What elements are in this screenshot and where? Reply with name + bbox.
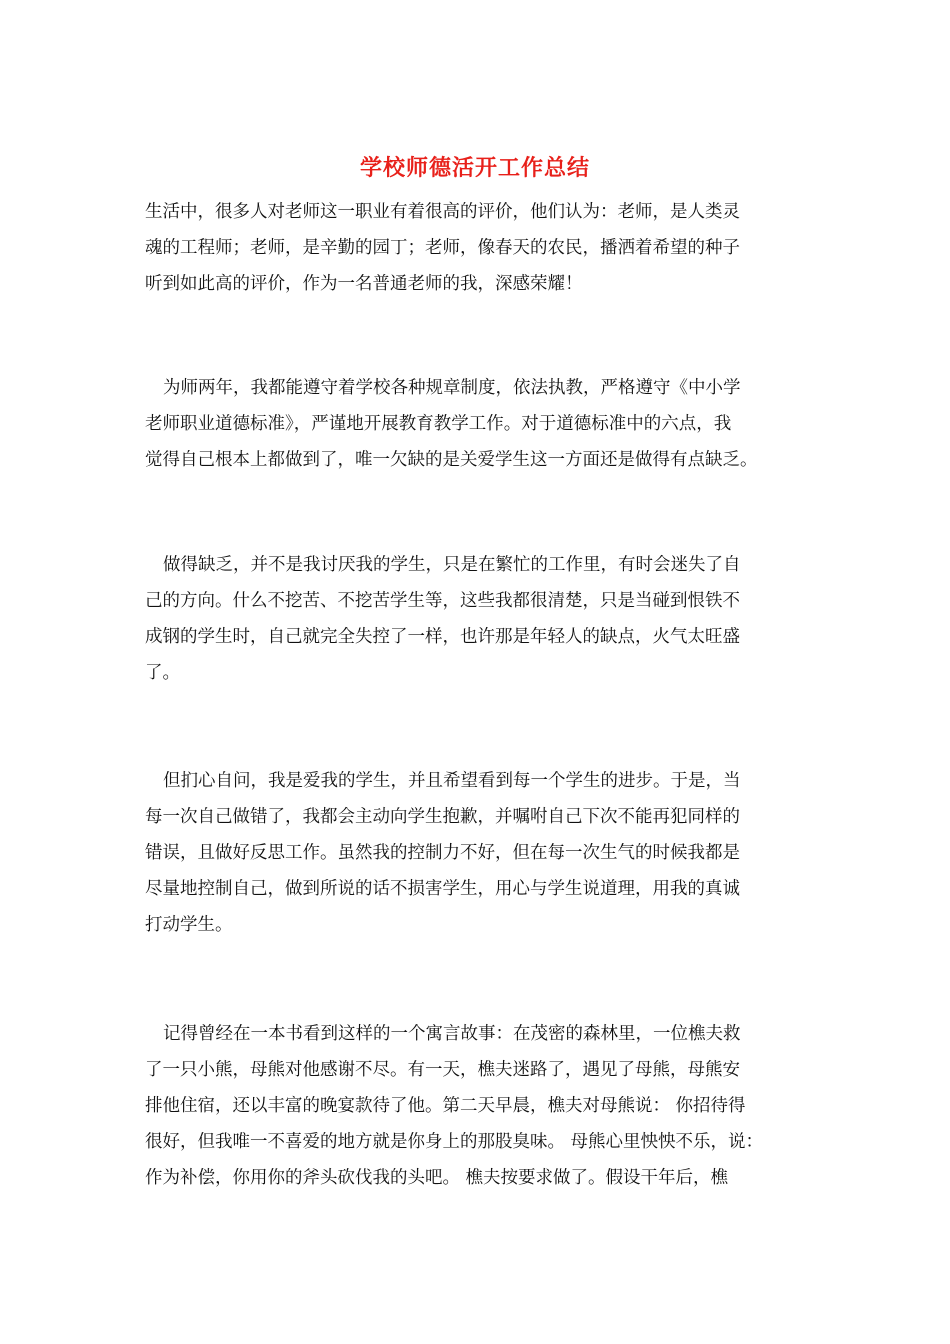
paragraph-4-line-5: 打动学生。 [145,915,233,935]
paragraph-1-line-1: 生活中，很多人对老师这一职业有着很高的评价，他们认为：老师，是人类灵 [145,202,740,222]
paragraph-4-line-3: 错误，且做好反思工作。虽然我的控制力不好，但在每一次生气的时候我都是 [145,843,740,863]
paragraph-3-line-3: 成钢的学生时，自己就完全失控了一样，也许那是年轻人的缺点，火气太旺盛 [145,627,740,647]
paragraph-5-line-4: 很好，但我唯一不喜爱的地方就是你身上的那股臭味。 母熊心里怏怏不乐，说： [145,1132,764,1152]
paragraph-3-line-2: 己的方向。什么不挖苦、不挖苦学生等，这些我都很清楚，只是当碰到恨铁不 [145,591,740,611]
paragraph-1-line-2: 魂的工程师；老师，是辛勤的园丁；老师，像春天的农民，播洒着希望的种子 [145,238,740,258]
paragraph-1-line-3: 听到如此高的评价，作为一名普通老师的我，深感荣耀！ [145,274,583,294]
paragraph-4-line-1: 但扪心自问，我是爱我的学生，并且希望看到每一个学生的进步。于是，当 [163,771,741,791]
paragraph-3-line-1: 做得缺乏，并不是我讨厌我的学生，只是在繁忙的工作里，有时会迷失了自 [163,555,741,575]
page-title: 学校师德活开工作总结 [359,155,590,181]
paragraph-2-line-2: 老师职业道德标准》，严谨地开展教育教学工作。对于道德标准中的六点，我 [145,414,732,434]
paragraph-5-line-1: 记得曾经在一本书看到这样的一个寓言故事：在茂密的森林里，一位樵夫救 [163,1024,741,1044]
paragraph-4-line-4: 尽量地控制自己，做到所说的话不损害学生，用心与学生说道理，用我的真诚 [145,879,740,899]
paragraph-5-line-2: 了一只小熊，母熊对他感谢不尽。有一天，樵夫迷路了，遇见了母熊，母熊安 [145,1060,740,1080]
paragraph-5-line-5: 作为补偿，你用你的斧头砍伐我的头吧。 樵夫按要求做了。假设干年后，樵 [145,1168,729,1188]
paragraph-4-line-2: 每一次自己做错了，我都会主动向学生抱歉，并嘱咐自己下次不能再犯同样的 [145,807,740,827]
paragraph-3-line-4: 了。 [145,663,180,683]
paragraph-2-line-3: 觉得自己根本上都做到了，唯一欠缺的是关爱学生这一方面还是做得有点缺乏。 [145,450,758,470]
paragraph-2-line-1: 为师两年，我都能遵守着学校各种规章制度，依法执教，严格遵守《中小学 [163,378,741,398]
paragraph-5-line-3: 排他住宿，还以丰富的晚宴款待了他。第二天早晨，樵夫对母熊说： 你招待得 [145,1096,746,1116]
